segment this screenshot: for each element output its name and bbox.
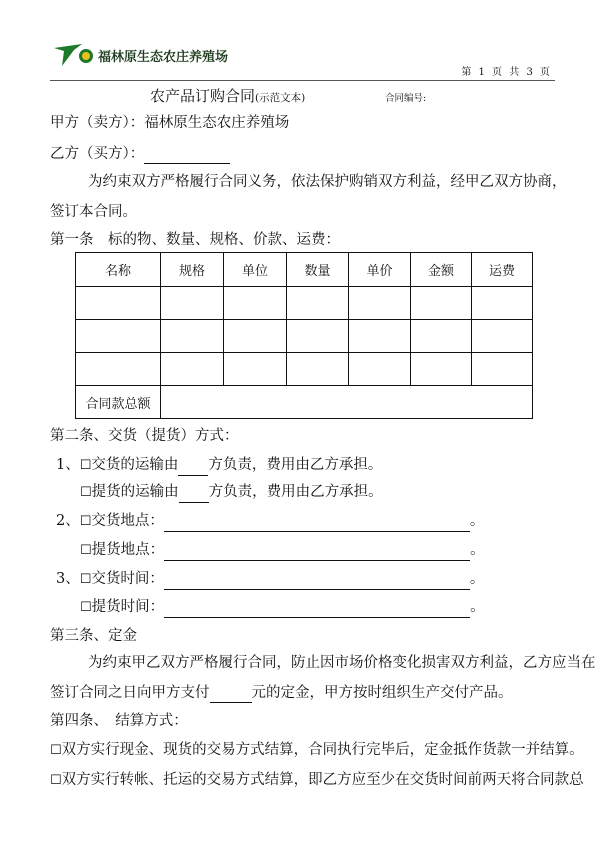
cell[interactable] [472, 353, 533, 386]
article-2-heading: 第二条、交货（提货）方式： [50, 428, 239, 444]
table-row [76, 287, 533, 320]
col-header: 名称 [76, 253, 161, 287]
article-3-line-1: 为约束甲乙双方严格履行合同，防止因市场价格变化损害双方利益，乙方应当在 [88, 655, 596, 671]
delivery-transport: 1、☐交货的运输由 方负责，费用由乙方承担。 [56, 455, 382, 476]
checkbox[interactable]: ☐ [50, 773, 62, 788]
article-4-heading: 第四条、 结算方式： [50, 713, 188, 729]
cell[interactable] [224, 353, 287, 386]
col-header: 单价 [349, 253, 411, 287]
article-3-heading: 第三条、定金 [50, 628, 137, 644]
cell[interactable] [161, 287, 224, 320]
checkbox[interactable]: ☐ [50, 743, 62, 758]
checkbox[interactable]: ☐ [79, 572, 92, 587]
party-b: 乙方（买方）： [50, 143, 230, 164]
header-rule [50, 80, 555, 81]
cell[interactable] [287, 287, 349, 320]
party-a: 甲方（卖方）：福林原生态农庄养殖场 [50, 115, 290, 131]
party-b-blank[interactable] [144, 143, 230, 164]
pickup-transport: ☐提货的运输由 方负责，费用由乙方承担。 [80, 482, 383, 503]
blank[interactable] [178, 455, 208, 476]
cell[interactable] [76, 320, 161, 353]
checkbox[interactable]: ☐ [79, 514, 92, 529]
cell[interactable] [411, 287, 472, 320]
blank[interactable] [179, 482, 209, 503]
col-header: 运费 [472, 253, 533, 287]
delivery-place: 2、☐交货地点： 。 [56, 511, 484, 532]
cell[interactable] [287, 320, 349, 353]
delivery-time: 3、☐交货时间： 。 [56, 569, 484, 590]
blank[interactable] [164, 540, 470, 561]
deposit-blank[interactable] [210, 682, 252, 703]
article-1-heading: 第一条 标的物、数量、规格、价款、运费： [50, 232, 340, 248]
cell[interactable] [287, 353, 349, 386]
company-name: 福林原生态农庄养殖场 [98, 49, 229, 65]
cell[interactable] [349, 320, 411, 353]
table-row [76, 353, 533, 386]
pickup-time: ☐提货时间： 。 [80, 597, 485, 618]
blank[interactable] [164, 597, 470, 618]
col-header: 数量 [287, 253, 349, 287]
table-row [76, 320, 533, 353]
table-total-row [76, 386, 533, 419]
settlement-transfer: ☐双方实行转帐、托运的交易方式结算，即乙方应至少在交货时间前两天将合同款总 [50, 772, 584, 788]
total-value-cell[interactable] [161, 386, 533, 419]
cell[interactable] [224, 287, 287, 320]
pickup-place: ☐提货地点： 。 [80, 540, 485, 561]
cell[interactable] [161, 353, 224, 386]
col-header: 规格 [161, 253, 224, 287]
blank[interactable] [164, 511, 470, 532]
table-header-row [76, 253, 533, 287]
contract-number-label: 合同编号: [385, 93, 427, 104]
intro-line-1: 为约束双方严格履行合同义务，依法保护购销双方利益，经甲乙双方协商， [88, 174, 567, 190]
goods-table [75, 252, 533, 419]
checkbox[interactable]: ☐ [80, 485, 92, 500]
cell[interactable] [224, 320, 287, 353]
cell[interactable] [76, 287, 161, 320]
checkbox[interactable]: ☐ [80, 600, 92, 615]
blank[interactable] [164, 569, 470, 590]
cell[interactable] [349, 353, 411, 386]
cell[interactable] [472, 320, 533, 353]
logo-icon [52, 42, 94, 68]
cell[interactable] [411, 353, 472, 386]
col-header: 金额 [411, 253, 472, 287]
cell[interactable] [472, 287, 533, 320]
company-logo [52, 42, 228, 68]
checkbox[interactable]: ☐ [80, 543, 92, 558]
cell[interactable] [161, 320, 224, 353]
article-3-line-2: 签订合同之日向甲方支付 元的定金，甲方按时组织生产交付产品。 [50, 682, 513, 703]
cell[interactable] [411, 320, 472, 353]
total-label: 合同款总额 [76, 386, 161, 419]
intro-line-2: 签订本合同。 [50, 204, 137, 220]
col-header: 单位 [224, 253, 287, 287]
page-info: 第 1 页 共 3 页 [461, 67, 552, 78]
checkbox[interactable]: ☐ [79, 458, 92, 473]
cell[interactable] [76, 353, 161, 386]
cell[interactable] [349, 287, 411, 320]
document-title: 农产品订购合同(示范文本) [150, 87, 306, 105]
settlement-cash: ☐双方实行现金、现货的交易方式结算，合同执行完毕后，定金抵作货款一并结算。 [50, 742, 584, 758]
